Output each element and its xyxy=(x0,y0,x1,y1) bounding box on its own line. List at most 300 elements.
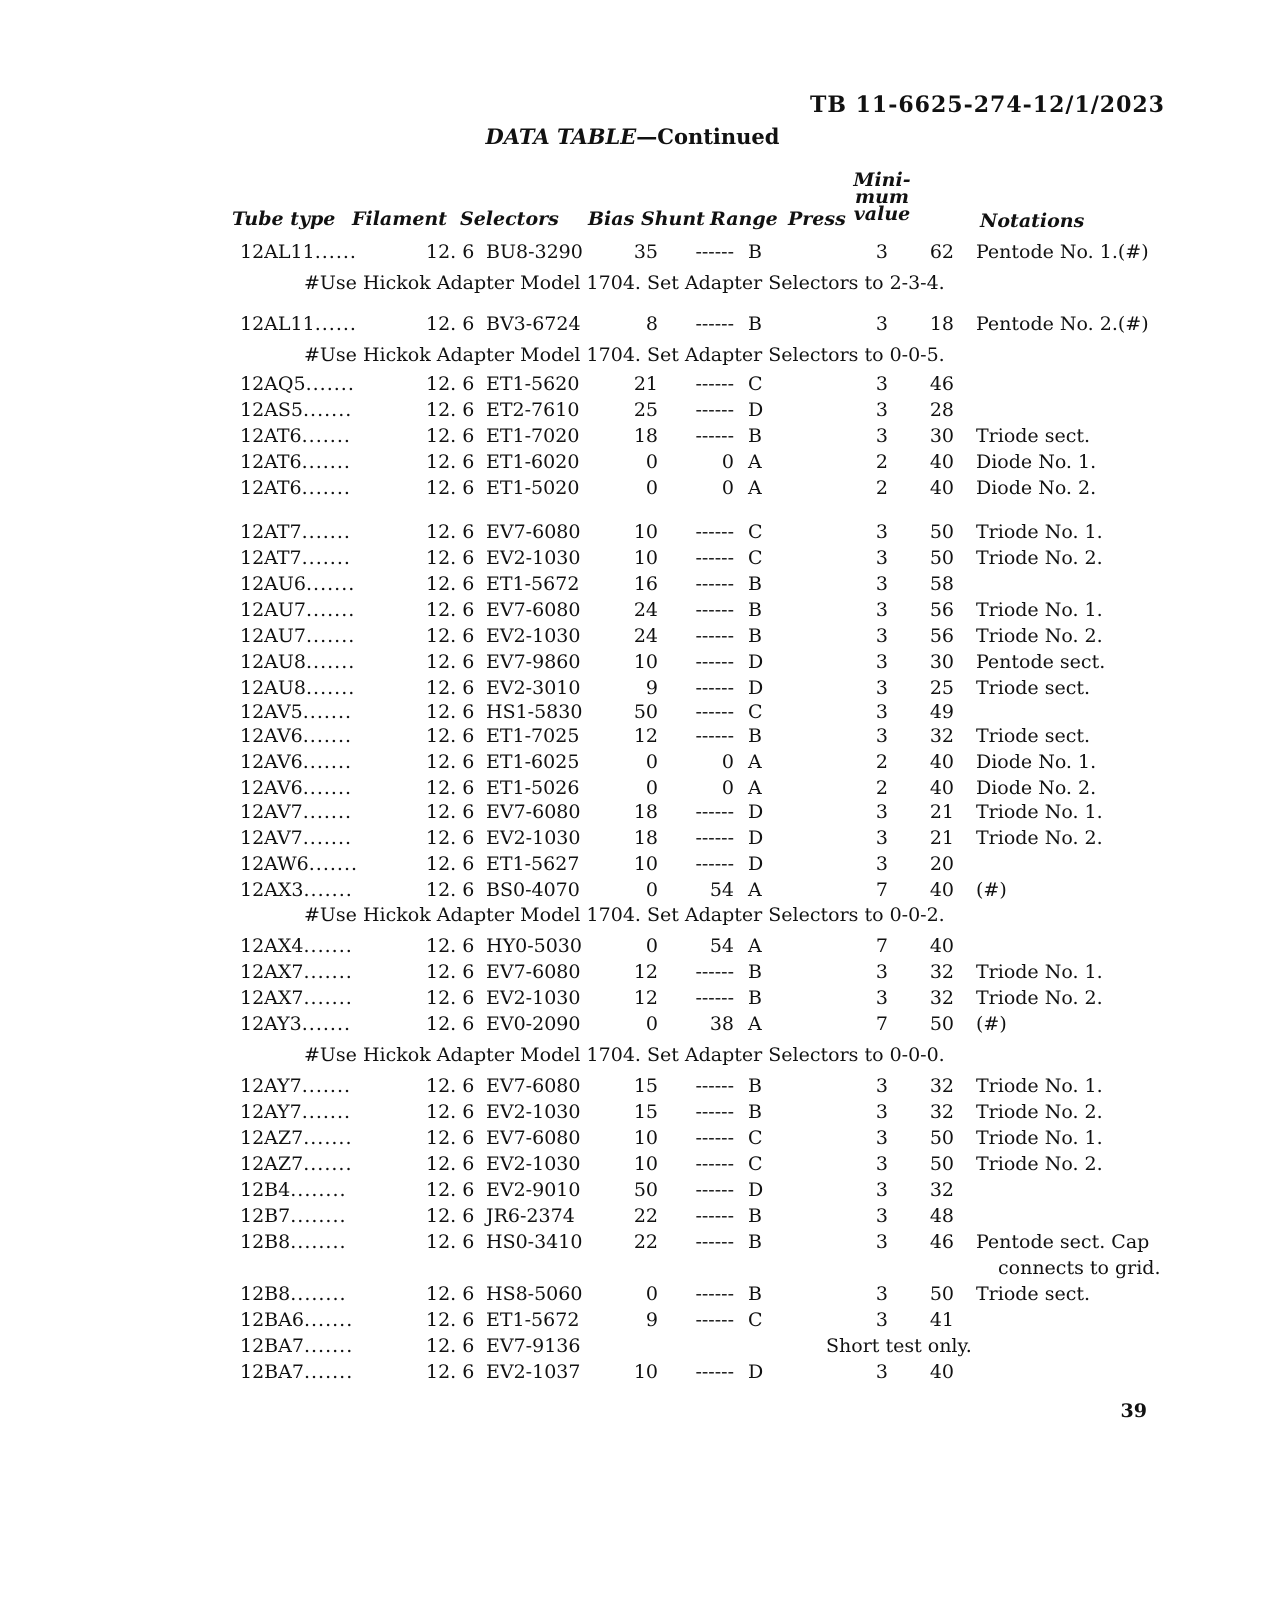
press-value: 3 xyxy=(875,1283,888,1305)
shunt-value: ------ xyxy=(695,1101,734,1123)
bias-value: 16 xyxy=(633,573,658,595)
shunt-value: ------ xyxy=(695,987,734,1009)
bias-value: 10 xyxy=(633,1361,658,1383)
tube-type-value: 12AV6 xyxy=(240,777,303,799)
shunt-value: ------ xyxy=(695,725,734,747)
minimum-value: 20 xyxy=(929,853,954,875)
bias-value: 10 xyxy=(633,521,658,543)
leader-dots: ....... xyxy=(308,853,359,875)
range-value: A xyxy=(748,777,762,799)
leader-dots: ....... xyxy=(303,987,353,1009)
range-value: B xyxy=(748,1101,762,1123)
filament-value: 12. 6 xyxy=(426,625,475,647)
page-number: 39 xyxy=(1120,1400,1147,1422)
leader-dots: ....... xyxy=(302,701,353,723)
bias-value: 22 xyxy=(633,1205,658,1227)
range-value: C xyxy=(748,701,763,723)
notation-value: Triode No. 2. xyxy=(976,987,1103,1009)
tube-type-cell xyxy=(240,700,352,724)
shunt-value: ------ xyxy=(695,425,734,447)
press-value: 3 xyxy=(875,1361,888,1383)
tube-type-cell xyxy=(240,934,353,958)
bias-value: 50 xyxy=(633,1179,658,1201)
minimum-value: 18 xyxy=(929,313,954,335)
shunt-value: 54 xyxy=(709,935,734,957)
bias-value: 12 xyxy=(633,987,658,1009)
tube-type-value: 12BA7 xyxy=(240,1335,304,1357)
selectors-value: ET1-5627 xyxy=(486,853,580,875)
adapter-note: #Use Hickok Adapter Model 1704. Set Adapter Selectors to 2-3-4. xyxy=(304,272,945,294)
leader-dots: ....... xyxy=(303,1335,354,1357)
tube-type-value: 12AV6 xyxy=(240,725,303,747)
bias-value: 21 xyxy=(633,373,658,395)
range-value: B xyxy=(748,987,762,1009)
bias-value: 10 xyxy=(633,1127,658,1149)
shunt-value: ------ xyxy=(695,853,734,875)
tube-type-value: 12AT6 xyxy=(240,425,302,447)
bias-value: 18 xyxy=(633,425,658,447)
leader-dots: ....... xyxy=(306,599,356,621)
filament-value: 12. 6 xyxy=(426,1283,475,1305)
range-value: B xyxy=(748,599,762,621)
shunt-value: ------ xyxy=(695,313,734,335)
minimum-value: 50 xyxy=(929,547,954,569)
header-tube-type: Tube type xyxy=(232,208,336,230)
tube-type-value: 12AU6 xyxy=(240,573,306,595)
range-value: C xyxy=(748,373,763,395)
tube-type-cell xyxy=(240,650,355,674)
bias-value: 10 xyxy=(633,651,658,673)
bias-value: 0 xyxy=(645,751,658,773)
press-value: 2 xyxy=(875,451,888,473)
minimum-value: 49 xyxy=(929,701,954,723)
tube-type-value: 12AT7 xyxy=(240,547,302,569)
notation-value: Triode No. 2. xyxy=(976,547,1103,569)
press-value: 3 xyxy=(875,853,888,875)
filament-value: 12. 6 xyxy=(426,547,475,569)
selectors-value: EV2-1030 xyxy=(486,1101,581,1123)
press-value: 3 xyxy=(875,1231,888,1253)
bias-value: 12 xyxy=(633,961,658,983)
bias-value: 12 xyxy=(633,725,658,747)
tube-type-cell xyxy=(240,1152,352,1176)
range-value: A xyxy=(748,477,762,499)
tube-type-cell xyxy=(240,1360,353,1384)
tube-type-value: 12B7 xyxy=(240,1205,291,1227)
notation-value: Diode No. 2. xyxy=(976,477,1097,499)
press-value: 3 xyxy=(875,677,888,699)
tube-type-cell xyxy=(240,878,353,902)
range-value: C xyxy=(748,1309,763,1331)
filament-value: 12. 6 xyxy=(426,1231,475,1253)
selectors-value: EV2-1030 xyxy=(486,1153,581,1175)
notation-value: Triode No. 1. xyxy=(976,1127,1103,1149)
leader-dots: ....... xyxy=(305,373,355,395)
filament-value: 12. 6 xyxy=(426,1205,475,1227)
shunt-value: ------ xyxy=(695,677,734,699)
leader-dots: ....... xyxy=(303,1153,353,1175)
bias-value: 22 xyxy=(633,1231,658,1253)
range-value: D xyxy=(748,853,764,875)
tube-type-value: 12AU7 xyxy=(240,625,306,647)
selectors-value: BU8-3290 xyxy=(486,241,583,263)
tube-type-value: 12AX7 xyxy=(240,961,304,983)
tube-type-cell xyxy=(240,986,353,1010)
notation-value: Pentode sect. Cap xyxy=(976,1231,1150,1253)
range-value: D xyxy=(748,1179,764,1201)
leader-dots: ....... xyxy=(303,879,353,901)
press-value: 3 xyxy=(875,827,888,849)
tube-type-value: 12AL11 xyxy=(240,241,315,263)
special-note: Short test only. xyxy=(826,1335,972,1357)
selectors-value: HS8-5060 xyxy=(486,1283,583,1305)
leader-dots: ....... xyxy=(306,677,356,699)
filament-value: 12. 6 xyxy=(426,879,475,901)
press-value: 3 xyxy=(875,1309,888,1331)
shunt-value: ------ xyxy=(695,241,734,263)
filament-value: 12. 6 xyxy=(426,425,475,447)
filament-value: 12. 6 xyxy=(426,827,475,849)
press-value: 3 xyxy=(875,625,888,647)
shunt-value: ------ xyxy=(695,1231,734,1253)
bias-value: 24 xyxy=(633,625,658,647)
selectors-value: EV7-9136 xyxy=(486,1335,581,1357)
tube-type-value: 12AV5 xyxy=(240,701,303,723)
selectors-value: EV7-6080 xyxy=(486,961,581,983)
minimum-value: 50 xyxy=(929,1127,954,1149)
notation-value: Triode No. 1. xyxy=(976,1075,1103,1097)
bias-value: 0 xyxy=(645,935,658,957)
tube-type-value: 12AV7 xyxy=(240,801,303,823)
notation-value: Pentode No. 2.(#) xyxy=(976,313,1149,335)
press-value: 7 xyxy=(875,1013,888,1035)
tube-type-value: 12AV6 xyxy=(240,751,303,773)
leader-dots: ....... xyxy=(301,1013,352,1035)
minimum-value: 40 xyxy=(929,751,954,773)
filament-value: 12. 6 xyxy=(426,701,475,723)
shunt-value: ------ xyxy=(695,1127,734,1149)
minimum-value: 40 xyxy=(929,1361,954,1383)
leader-dots: ....... xyxy=(302,801,353,823)
filament-value: 12. 6 xyxy=(426,521,475,543)
range-value: D xyxy=(748,651,764,673)
shunt-value: ------ xyxy=(695,573,734,595)
range-value: D xyxy=(748,1361,764,1383)
tube-type-cell xyxy=(240,372,355,396)
header-range: Range xyxy=(710,208,778,230)
filament-value: 12. 6 xyxy=(426,373,475,395)
minimum-value: 40 xyxy=(929,451,954,473)
selectors-value: ET2-7610 xyxy=(486,399,580,421)
minimum-value: 32 xyxy=(929,987,954,1009)
tube-type-cell xyxy=(240,852,358,876)
adapter-note: #Use Hickok Adapter Model 1704. Set Adapter Selectors to 0-0-5. xyxy=(304,344,945,366)
minimum-value: 21 xyxy=(929,801,954,823)
leader-dots: ....... xyxy=(306,573,356,595)
selectors-value: EV2-1037 xyxy=(486,1361,581,1383)
leader-dots: ...... xyxy=(314,241,357,263)
range-value: A xyxy=(748,751,762,773)
leader-dots: ....... xyxy=(301,477,351,499)
filament-value: 12. 6 xyxy=(426,313,475,335)
press-value: 2 xyxy=(875,777,888,799)
tube-type-value: 12AX7 xyxy=(240,987,304,1009)
tube-type-cell xyxy=(240,1178,347,1202)
filament-value: 12. 6 xyxy=(426,1179,475,1201)
leader-dots: ....... xyxy=(303,961,353,983)
leader-dots: ....... xyxy=(303,1309,354,1331)
press-value: 3 xyxy=(875,521,888,543)
tube-type-cell xyxy=(240,1074,351,1098)
shunt-value: ------ xyxy=(695,1205,734,1227)
selectors-value: EV2-9010 xyxy=(486,1179,581,1201)
minimum-value: 50 xyxy=(929,1283,954,1305)
filament-value: 12. 6 xyxy=(426,451,475,473)
minimum-value: 40 xyxy=(929,477,954,499)
tube-type-cell xyxy=(240,1126,352,1150)
filament-value: 12. 6 xyxy=(426,399,475,421)
press-value: 3 xyxy=(875,1101,888,1123)
tube-type-cell xyxy=(240,960,353,984)
notation-value: (#) xyxy=(976,1013,1007,1035)
leader-dots: ....... xyxy=(302,827,353,849)
selectors-value: EV7-6080 xyxy=(486,599,581,621)
shunt-value: ------ xyxy=(695,599,734,621)
press-value: 3 xyxy=(875,313,888,335)
notation-value: Diode No. 2. xyxy=(976,777,1097,799)
tube-type-value: 12B8 xyxy=(240,1283,291,1305)
notation-value: Pentode No. 1.(#) xyxy=(976,241,1149,263)
press-value: 3 xyxy=(875,425,888,447)
range-value: C xyxy=(748,521,763,543)
filament-value: 12. 6 xyxy=(426,677,475,699)
filament-value: 12. 6 xyxy=(426,751,475,773)
leader-dots: ....... xyxy=(301,1101,352,1123)
selectors-value: EV7-6080 xyxy=(486,801,581,823)
tube-type-value: 12AT6 xyxy=(240,477,302,499)
shunt-value: 0 xyxy=(721,477,734,499)
bias-value: 0 xyxy=(645,879,658,901)
selectors-value: ET1-5020 xyxy=(486,477,580,499)
range-value: B xyxy=(748,1283,762,1305)
selectors-value: EV2-1030 xyxy=(486,547,581,569)
notation-value: Pentode sect. xyxy=(976,651,1106,673)
minimum-value: 58 xyxy=(929,573,954,595)
tube-type-cell xyxy=(240,546,351,570)
tube-type-cell xyxy=(240,424,351,448)
selectors-value: EV7-6080 xyxy=(486,1075,581,1097)
notation-value: Triode sect. xyxy=(976,1283,1091,1305)
minimum-value: 21 xyxy=(929,827,954,849)
filament-value: 12. 6 xyxy=(426,573,475,595)
shunt-value: ------ xyxy=(695,625,734,647)
header-selectors: Selectors xyxy=(460,208,559,230)
press-value: 7 xyxy=(875,935,888,957)
tube-type-cell xyxy=(240,476,351,500)
filament-value: 12. 6 xyxy=(426,599,475,621)
tube-type-value: 12AX3 xyxy=(240,879,304,901)
selectors-value: ET1-7020 xyxy=(486,425,580,447)
press-value: 3 xyxy=(875,725,888,747)
selectors-value: ET1-5026 xyxy=(486,777,580,799)
tube-type-cell xyxy=(240,398,352,422)
leader-dots: ....... xyxy=(302,777,353,799)
tube-type-cell xyxy=(240,312,357,336)
shunt-value: ------ xyxy=(695,651,734,673)
minimum-value: 30 xyxy=(929,651,954,673)
bias-value: 10 xyxy=(633,1153,658,1175)
selectors-value: ET1-6025 xyxy=(486,751,580,773)
tube-type-cell xyxy=(240,1012,351,1036)
press-value: 3 xyxy=(875,801,888,823)
shunt-value: 0 xyxy=(721,777,734,799)
notation-continued: connects to grid. xyxy=(998,1257,1161,1279)
minimum-value: 32 xyxy=(929,961,954,983)
minimum-value: 40 xyxy=(929,935,954,957)
shunt-value: 38 xyxy=(709,1013,734,1035)
tube-type-value: 12AL11 xyxy=(240,313,315,335)
leader-dots: ........ xyxy=(290,1179,347,1201)
tube-type-value: 12AT7 xyxy=(240,521,302,543)
tube-type-value: 12AZ7 xyxy=(240,1153,304,1175)
range-value: A xyxy=(748,1013,762,1035)
shunt-value: ------ xyxy=(695,701,734,723)
leader-dots: ........ xyxy=(290,1283,347,1305)
press-value: 3 xyxy=(875,573,888,595)
bias-value: 24 xyxy=(633,599,658,621)
minimum-value: 50 xyxy=(929,1013,954,1035)
notation-value: Diode No. 1. xyxy=(976,451,1097,473)
tube-type-cell xyxy=(240,572,355,596)
selectors-value: HS1-5830 xyxy=(486,701,583,723)
filament-value: 12. 6 xyxy=(426,651,475,673)
range-value: D xyxy=(748,677,764,699)
leader-dots: ....... xyxy=(301,547,351,569)
tube-type-cell xyxy=(240,800,352,824)
filament-value: 12. 6 xyxy=(426,725,475,747)
tube-type-cell xyxy=(240,624,355,648)
notation-value: Triode No. 2. xyxy=(976,827,1103,849)
shunt-value: ------ xyxy=(695,547,734,569)
title-suffix: —Continued xyxy=(636,124,780,149)
press-value: 3 xyxy=(875,599,888,621)
range-value: B xyxy=(748,625,762,647)
press-value: 3 xyxy=(875,1205,888,1227)
press-value: 3 xyxy=(875,701,888,723)
tube-type-value: 12AQ5 xyxy=(240,373,306,395)
notation-value: Triode No. 2. xyxy=(976,625,1103,647)
shunt-value: ------ xyxy=(695,827,734,849)
filament-value: 12. 6 xyxy=(426,801,475,823)
shunt-value: ------ xyxy=(695,399,734,421)
minimum-value: 25 xyxy=(929,677,954,699)
press-value: 3 xyxy=(875,373,888,395)
document-id: TB 11-6625-274-12/1/2023 xyxy=(809,92,1165,118)
selectors-value: EV7-9860 xyxy=(486,651,581,673)
leader-dots: ....... xyxy=(303,1127,353,1149)
adapter-note: #Use Hickok Adapter Model 1704. Set Adapter Selectors to 0-0-0. xyxy=(304,1044,945,1066)
bias-value: 25 xyxy=(633,399,658,421)
bias-value: 0 xyxy=(645,451,658,473)
minimum-value: 30 xyxy=(929,425,954,447)
tube-type-value: 12AY7 xyxy=(240,1101,302,1123)
leader-dots: ....... xyxy=(302,725,353,747)
minimum-value: 28 xyxy=(929,399,954,421)
tube-type-value: 12AU8 xyxy=(240,677,306,699)
press-value: 2 xyxy=(875,751,888,773)
press-value: 3 xyxy=(875,1179,888,1201)
minimum-value: 40 xyxy=(929,879,954,901)
press-value: 3 xyxy=(875,399,888,421)
press-value: 3 xyxy=(875,1153,888,1175)
minimum-value: 62 xyxy=(929,241,954,263)
range-value: C xyxy=(748,547,763,569)
tube-type-value: 12B4 xyxy=(240,1179,291,1201)
tube-type-value: 12AW6 xyxy=(240,853,309,875)
range-value: C xyxy=(748,1127,763,1149)
tube-type-cell xyxy=(240,1204,347,1228)
tube-type-value: 12AX4 xyxy=(240,935,304,957)
press-value: 3 xyxy=(875,547,888,569)
leader-dots: ........ xyxy=(290,1231,347,1253)
filament-value: 12. 6 xyxy=(426,961,475,983)
notation-value: Diode No. 1. xyxy=(976,751,1097,773)
bias-value: 18 xyxy=(633,827,658,849)
minimum-value: 50 xyxy=(929,1153,954,1175)
notation-value: Triode No. 1. xyxy=(976,599,1103,621)
leader-dots: ....... xyxy=(302,751,353,773)
bias-value: 0 xyxy=(645,1283,658,1305)
tube-type-cell xyxy=(240,1282,347,1306)
selectors-value: BS0-4070 xyxy=(486,879,580,901)
filament-value: 12. 6 xyxy=(426,1013,475,1035)
tube-type-cell xyxy=(240,1308,353,1332)
header-notations: Notations xyxy=(980,210,1085,232)
shunt-value: ------ xyxy=(695,1153,734,1175)
header-min-line2: mum xyxy=(854,186,910,208)
notation-value: Triode sect. xyxy=(976,725,1091,747)
range-value: D xyxy=(748,399,764,421)
header-filament: Filament xyxy=(352,208,448,230)
tube-type-value: 12AY3 xyxy=(240,1013,302,1035)
press-value: 7 xyxy=(875,879,888,901)
tube-type-cell xyxy=(240,240,357,264)
bias-value: 50 xyxy=(633,701,658,723)
notation-value: Triode sect. xyxy=(976,677,1091,699)
range-value: B xyxy=(748,573,762,595)
shunt-value: 0 xyxy=(721,751,734,773)
filament-value: 12. 6 xyxy=(426,241,475,263)
shunt-value: ------ xyxy=(695,1179,734,1201)
notation-value: Triode No. 2. xyxy=(976,1153,1103,1175)
tube-type-value: 12AU8 xyxy=(240,651,306,673)
bias-value: 35 xyxy=(633,241,658,263)
minimum-value: 32 xyxy=(929,1101,954,1123)
shunt-value: ------ xyxy=(695,961,734,983)
notation-value: Triode sect. xyxy=(976,425,1091,447)
shunt-value: 54 xyxy=(709,879,734,901)
notation-value: Triode No. 1. xyxy=(976,961,1103,983)
filament-value: 12. 6 xyxy=(426,777,475,799)
header-shunt: Shunt xyxy=(641,208,705,230)
bias-value: 18 xyxy=(633,801,658,823)
minimum-value: 40 xyxy=(929,777,954,799)
press-value: 3 xyxy=(875,651,888,673)
filament-value: 12. 6 xyxy=(426,1101,475,1123)
press-value: 3 xyxy=(875,1127,888,1149)
bias-value: 10 xyxy=(633,853,658,875)
range-value: B xyxy=(748,725,762,747)
